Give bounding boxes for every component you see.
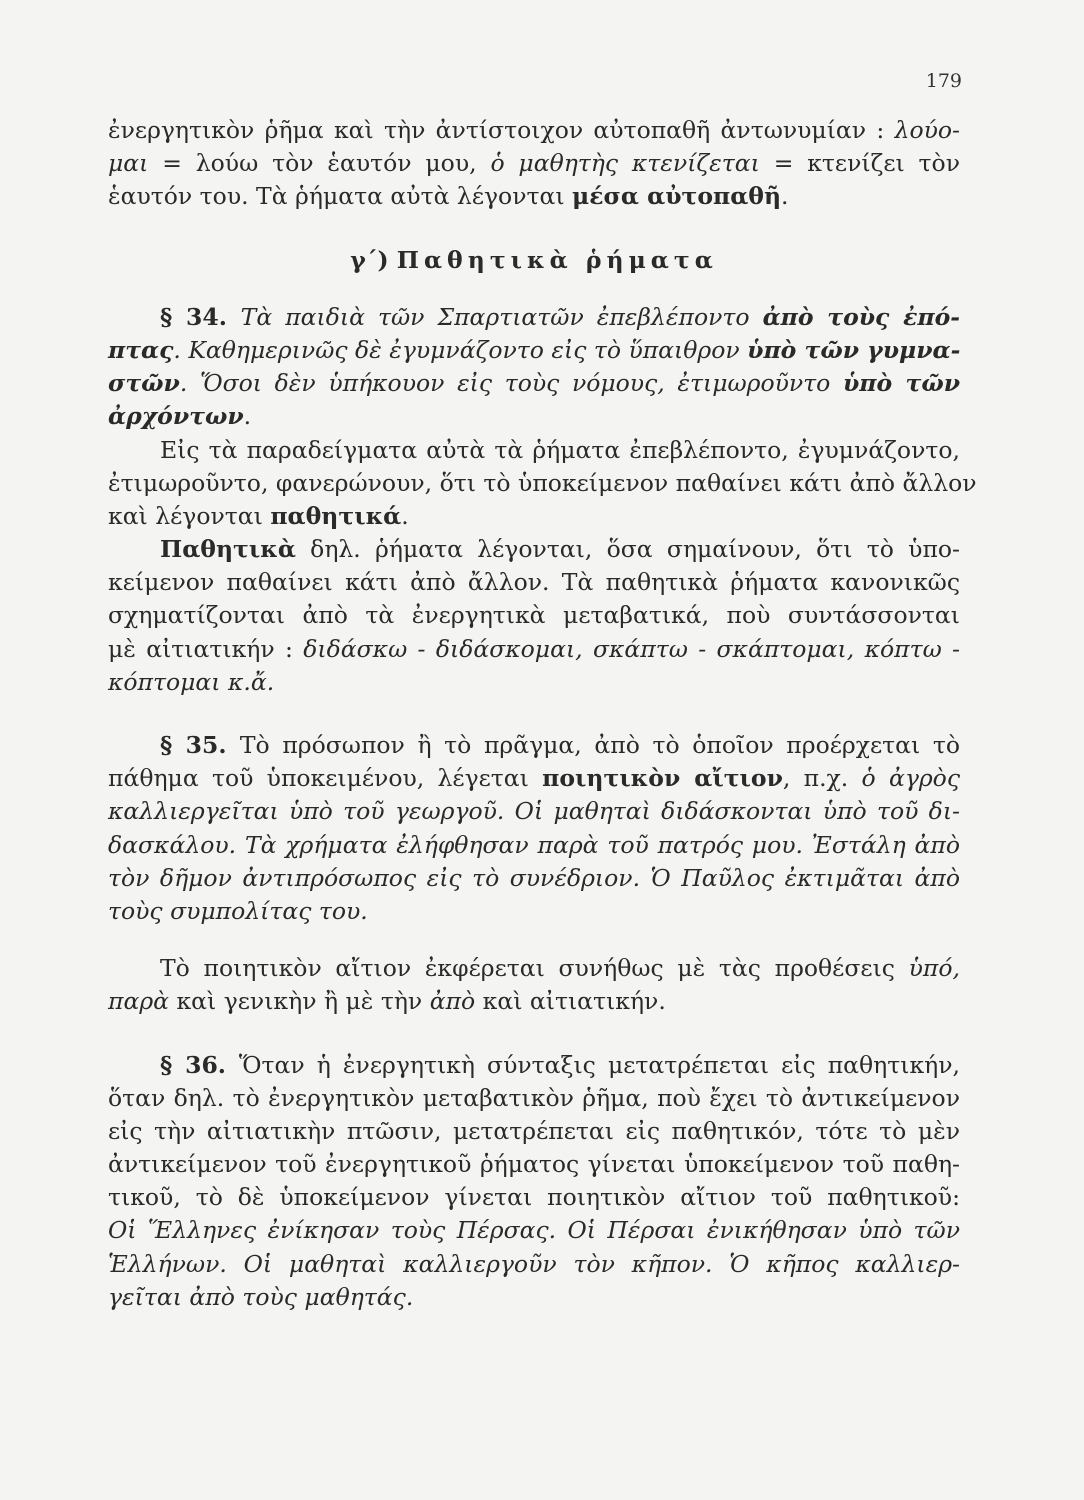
- text-run: . Καθημερινῶς δὲ ἐγυμνάζοντο εἰς τὸ ὕπαιθρον: [173, 335, 748, 364]
- text-run: ὁ ἀγρὸς: [861, 764, 960, 793]
- text-run: Εἰς τὰ παραδείγματα αὐτὰ τὰ ῥήματα ἐπεβλέποντο, ἐγυμνάζοντο,: [160, 435, 960, 464]
- text-run: ἀρχόντων: [108, 402, 244, 431]
- text-line: [108, 467, 977, 500]
- text-run: Τὸ πρόσωπον ἢ τὸ πρᾶγμα, ἀπὸ τὸ ὁποῖον προέρχεται τὸ: [239, 731, 960, 759]
- text-run: καὶ αἰτιατικήν.: [475, 987, 666, 1016]
- text-line: [108, 180, 960, 213]
- text-line: [108, 829, 960, 862]
- text-run: ποιητικὸν αἴτιον: [542, 764, 783, 793]
- text-run: ὅταν δηλ. τὸ ἐνεργητικὸν μεταβατικὸν ῥῆμα, ποὺ ἔχει τὸ ἀντικείμενον: [108, 1083, 960, 1112]
- text-run: παθητικά: [270, 501, 402, 530]
- text-run: . Ὅσοι δὲν ὑπήκουον εἰς τοὺς νόμους, ἐτιμωροῦντο: [179, 369, 843, 398]
- text-run: Παθητικὰ: [160, 535, 296, 564]
- paragraph: [108, 1049, 960, 1315]
- text-run: ἑαυτόν του. Τὰ ῥήματα αὐτὰ λέγονται: [108, 182, 573, 211]
- text-run: τὸν δῆμον ἀντιπρόσωπος εἰς τὸ συνέδριον. Ὁ Παῦλος ἐκτιμᾶται ἀπὸ: [108, 863, 960, 892]
- text-run: κείμενον παθαίνει κάτι ἀπὸ ἄλλον. Τὰ παθητικὰ ῥήματα κανονικῶς: [108, 568, 960, 597]
- text-run: τοὺς συμπολίτας του.: [108, 896, 368, 925]
- text-line: [108, 1082, 960, 1115]
- text-run: ἐνεργητικὸν ῥῆμα καὶ τὴν ἀντίστοιχον αὐτοπαθῆ ἀντωνυμίαν :: [108, 116, 895, 144]
- text-run: § 34.: [160, 302, 241, 331]
- text-run: ὑπὸ τῶν γυμνα-: [747, 335, 961, 364]
- page-number: 179: [925, 70, 962, 92]
- text-line: [108, 533, 960, 566]
- text-line: [108, 1214, 960, 1247]
- paragraph: [108, 301, 977, 699]
- text-line: [108, 762, 960, 795]
- paragraph-gap: [108, 699, 960, 729]
- text-run: δηλ. ῥήματα λέγονται, ὅσα σημαίνουν, ὅτι τὸ ὑπο-: [295, 535, 960, 564]
- text-run: Ἑλλήνων. Οἱ μαθηταὶ καλλιεργοῦν τὸν κῆπον. Ὁ κῆπος καλλιερ-: [108, 1249, 960, 1278]
- text-run: ἀπὸ τοὺς ἐπό-: [762, 302, 960, 331]
- paragraph-gap: [108, 214, 960, 244]
- text-line: [108, 952, 960, 985]
- text-run: πτας: [108, 335, 174, 364]
- text-run: .: [781, 182, 789, 211]
- text-run: λούο-: [894, 116, 960, 144]
- text-run: § 36.: [160, 1050, 239, 1079]
- text-run: , π.χ.: [782, 764, 862, 793]
- text-run: § 35.: [160, 731, 240, 759]
- text-run: γεῖται ἀπὸ τοὺς μαθητάς.: [108, 1282, 414, 1311]
- page-body: [108, 114, 977, 1314]
- text-line: [108, 795, 960, 828]
- text-line: [108, 244, 960, 277]
- text-run: στῶν: [108, 369, 180, 398]
- text-line: [108, 633, 960, 666]
- text-line: [108, 666, 960, 699]
- text-line: [108, 1049, 960, 1082]
- text-run: Οἱ Ἕλληνες ἐνίκησαν τοὺς Πέρσας. Οἱ Πέρσαι ἐνικήθησαν ὑπὸ τῶν: [108, 1216, 960, 1245]
- paragraph: [108, 952, 960, 1018]
- text-line: [108, 434, 960, 467]
- text-line: [108, 301, 960, 334]
- text-line: [108, 500, 960, 533]
- text-run: δασκάλου. Τὰ χρήματα ἐλήφθησαν παρὰ τοῦ πατρός μου. Ἐστάλη ἀπὸ: [108, 830, 960, 859]
- text-run: τικοῦ, τὸ δὲ ὑποκείμενον γίνεται ποιητικὸν αἴτιον τοῦ παθητικοῦ:: [108, 1183, 960, 1212]
- text-run: ὑπό,: [908, 954, 960, 983]
- text-run: μαι: [108, 149, 149, 178]
- text-run: = κτενίζει τὸν: [759, 149, 960, 178]
- text-run: Ὅταν ἡ ἐνεργητικὴ σύνταξις μετατρέπεται εἰς παθητικήν,: [238, 1050, 961, 1079]
- text-run: .: [401, 501, 409, 530]
- text-run: ὑπὸ τῶν: [842, 369, 961, 398]
- text-run: ἐτιμωροῦντο, φανερώνουν, ὅτι τὸ ὑποκείμενον παθαίνει κάτι ἀπὸ ἄλλον: [108, 468, 977, 497]
- text-run: παρὰ: [108, 987, 169, 1016]
- text-line: [108, 147, 960, 180]
- text-run: κόπτομαι κ.ἄ.: [108, 667, 275, 696]
- text-run: σχηματίζονται ἀπὸ τὰ ἐνεργητικὰ μεταβατικά, ποὺ συντάσσονται: [108, 601, 960, 630]
- text-line: [108, 985, 960, 1018]
- paragraph: [108, 729, 960, 928]
- text-run: Παθητικὰ ῥήματα: [396, 245, 718, 274]
- paragraph-gap: [108, 928, 960, 952]
- text-run: καλλιεργεῖται ὑπὸ τοῦ γεωργοῦ. Οἱ μαθηταὶ διδάσκονται ὑπὸ τοῦ δι-: [108, 797, 960, 826]
- text-line: [108, 1281, 960, 1314]
- text-run: Τὸ ποιητικὸν αἴτιον ἐκφέρεται συνήθως μὲ τὰς προθέσεις: [160, 954, 909, 983]
- text-run: γ΄): [350, 245, 397, 274]
- text-run: ὁ μαθητὴς κτενίζεται: [490, 149, 760, 178]
- text-run: ἀντικείμενον τοῦ ἐνεργητικοῦ ῥήματος γίνεται ὑποκείμενον τοῦ παθη-: [108, 1150, 960, 1179]
- text-line: [108, 566, 960, 599]
- text-line: [108, 895, 960, 928]
- text-run: = λούω τὸν ἑαυτόν μου,: [148, 149, 491, 178]
- text-run: μὲ αἰτιατικήν :: [108, 634, 304, 663]
- text-run: .: [243, 402, 252, 431]
- text-run: πάθημα τοῦ ὑποκειμένου, λέγεται: [108, 764, 543, 793]
- text-line: [108, 1115, 960, 1148]
- text-run: διδάσκω - διδάσκομαι, σκάπτω - σκάπτομαι, κόπτω -: [303, 634, 960, 663]
- text-line: [108, 1248, 960, 1281]
- text-run: καὶ γενικὴν ἢ μὲ τὴν: [169, 987, 430, 1016]
- text-run: μέσα αὐτοπαθῆ: [572, 182, 782, 211]
- text-line: [108, 334, 960, 367]
- text-line: [108, 114, 960, 147]
- text-run: εἰς τὴν αἰτιατικὴν πτῶσιν, μετατρέπεται εἰς παθητικόν, τότε τὸ μὲν: [108, 1116, 960, 1145]
- paragraph: [108, 114, 960, 214]
- text-line: [108, 400, 960, 433]
- text-line: [108, 599, 960, 632]
- text-line: [108, 1148, 960, 1181]
- text-line: [108, 1181, 960, 1214]
- text-line: [108, 367, 960, 400]
- text-run: Τὰ παιδιὰ τῶν Σπαρτιατῶν ἐπεβλέποντο: [240, 302, 763, 331]
- text-run: καὶ λέγονται: [108, 501, 271, 530]
- text-run: ἀπὸ: [429, 987, 476, 1016]
- text-line: [108, 729, 960, 762]
- paragraph-gap: [108, 277, 960, 301]
- paragraph-gap: [108, 1019, 960, 1049]
- paragraph: [108, 244, 960, 277]
- text-line: [108, 862, 960, 895]
